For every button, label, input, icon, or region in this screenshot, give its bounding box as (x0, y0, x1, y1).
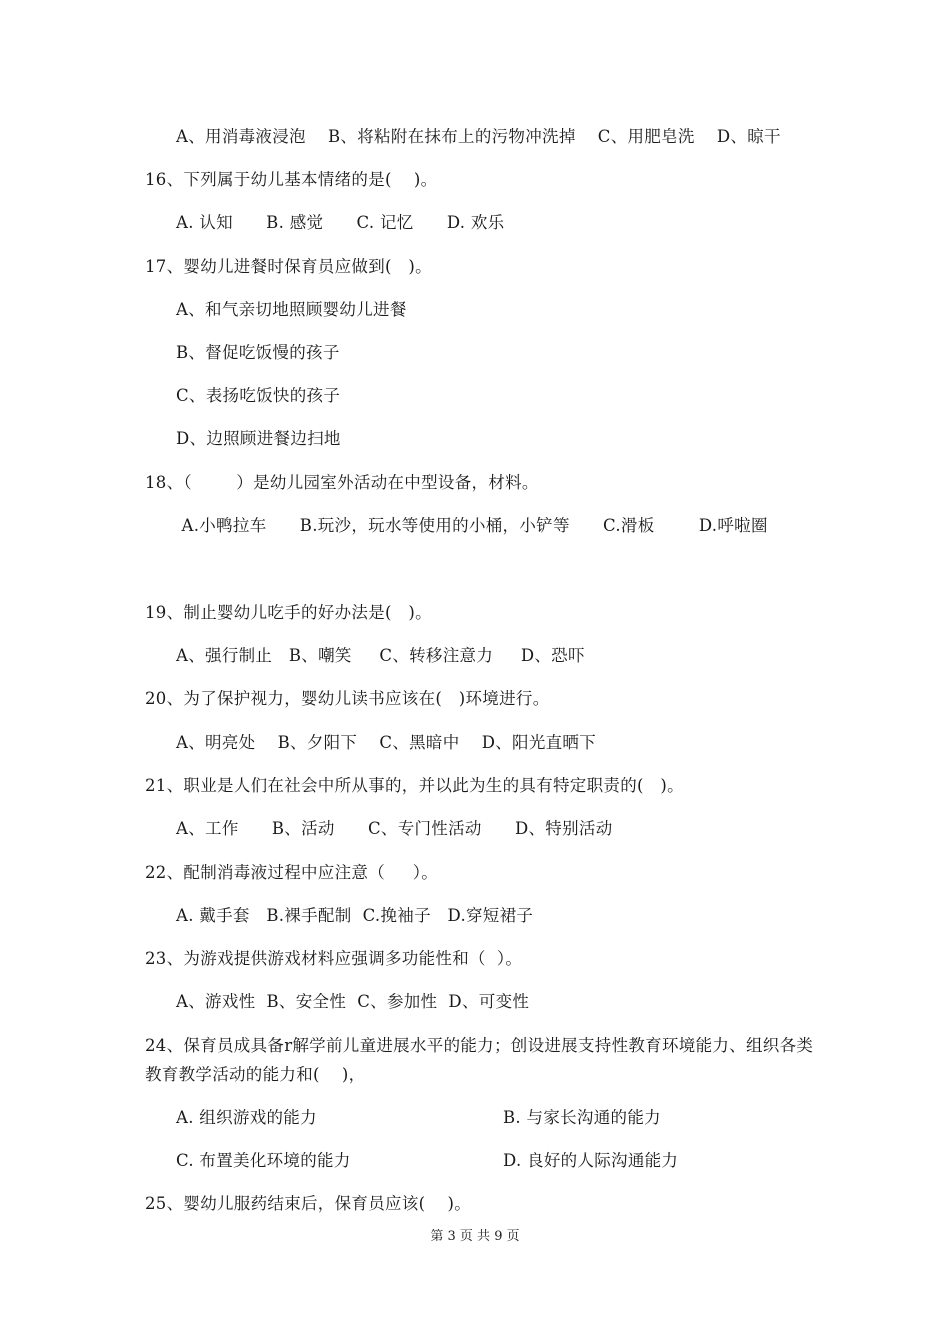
question-24-line2: 教育教学活动的能力和( )， (145, 1065, 366, 1084)
option-17b: B、督促吃饭慢的孩子 (176, 343, 340, 362)
question-24-line1: 24、保育员成具备r解学前儿童进展水平的能力；创设进展支持性教育环境能力、组织各类 (145, 1036, 814, 1055)
question-21: 21、职业是人们在社会中所从事的，并以此为生的具有特定职责的( )。 (145, 776, 684, 795)
options-21: A、工作 B、活动 C、专门性活动 D、特别活动 (176, 819, 613, 838)
option-17a: A、和气亲切地照顾婴幼儿进餐 (176, 300, 407, 319)
question-22: 22、配制消毒液过程中应注意（ ）。 (145, 863, 439, 882)
page-footer: 第 3 页 共 9 页 (430, 1229, 520, 1244)
option-24b: B. 与家长沟通的能力 (503, 1108, 661, 1127)
question-16: 16、下列属于幼儿基本情绪的是( )。 (145, 170, 438, 189)
options-23: A、游戏性 B、安全性 C、参加性 D、可变性 (176, 992, 530, 1011)
question-17: 17、婴幼儿进餐时保育员应做到( )。 (145, 257, 432, 276)
option-24d: D. 良好的人际沟通能力 (503, 1151, 679, 1170)
option-24c: C. 布置美化环境的能力 (176, 1151, 351, 1170)
options-22: A. 戴手套 B.裸手配制 C.挽袖子 D.穿短裙子 (176, 906, 534, 925)
question-23: 23、为游戏提供游戏材料应强调多功能性和（ ）。 (145, 949, 523, 968)
options-18: A.小鸭拉车 B.玩沙，玩水等使用的小桶，小铲等 C.滑板 D.呼啦圈 (176, 516, 768, 535)
options-16: A. 认知 B. 感觉 C. 记忆 D. 欢乐 (176, 213, 505, 232)
question-20: 20、为了保护视力，婴幼儿读书应该在( )环境进行。 (145, 689, 550, 708)
options-19: A、强行制止 B、嘲笑 C、转移注意力 D、恐吓 (176, 646, 585, 665)
option-line-q15: A、用消毒液浸泡 B、将粘附在抹布上的污物冲洗掉 C、用肥皂洗 D、晾干 (176, 127, 781, 146)
question-19: 19、制止婴幼儿吃手的好办法是( )。 (145, 603, 432, 622)
question-18: 18、（ ）是幼儿园室外活动在中型设备，材料。 (145, 473, 539, 492)
options-20: A、明亮处 B、夕阳下 C、黑暗中 D、阳光直晒下 (176, 733, 597, 752)
option-17c: C、表扬吃饭快的孩子 (176, 386, 341, 405)
question-25: 25、婴幼儿服药结束后，保育员应该( )。 (145, 1194, 472, 1213)
option-24a: A. 组织游戏的能力 (176, 1108, 317, 1127)
option-17d: D、边照顾进餐边扫地 (176, 429, 341, 448)
